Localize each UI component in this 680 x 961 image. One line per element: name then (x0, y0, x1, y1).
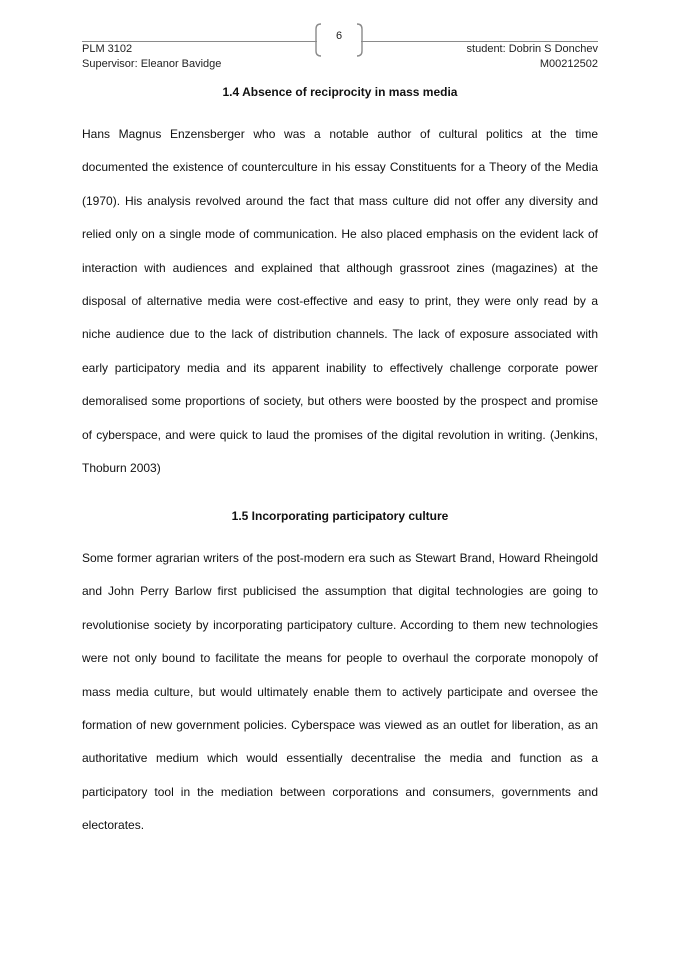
supervisor-name: Supervisor: Eleanor Bavidge (82, 58, 222, 70)
section-heading: 1.4 Absence of reciprocity in mass media (222, 85, 458, 99)
course-code: PLM 3102 (82, 43, 133, 55)
header-rule-left (82, 41, 317, 42)
page-number-badge (313, 23, 365, 57)
page-number: 6 (335, 30, 343, 42)
student-name: student: Dobrin S Donchev (466, 43, 598, 55)
section-heading: 1.5 Incorporating participatory culture (231, 509, 449, 523)
section-paragraph: Some former agrarian writers of the post-modern era such as Stewart Brand, Howard Rheingold and John Perry Barlow first publicised the assumption that digital technologies are going to revolutionise society by incorporating participatory culture. According to them new technologies were not only bound to facilitate the means for people to overhaul the corporate monopoly of mass media culture, but would ultimately enable them to actively participate and oversee the formation of new government policies. Cyberspace was viewed as an outlet for liberation, as an authoritative medium which would essentially decentralise the media and function as a participatory tool in the mediation between corporations and consumers, governments and electorates. (82, 551, 598, 833)
student-id: M00212502 (539, 58, 598, 70)
header-rule-right (361, 41, 598, 42)
section-paragraph: Hans Magnus Enzensberger who was a notable author of cultural politics at the time documented the existence of counterculture in his essay Constituents for a Theory of the Media (1970). His analysis revolved around the fact that mass culture did not offer any diversity and relied only on a single mode of communication. He also placed emphasis on the evident lack of interaction with audiences and explained that although grassroot zines (magazines) at the disposal of alternative media were cost-effective and easy to print, they were only read by a niche audience due to the lack of distribution channels. The lack of exposure associated with early participatory media and its apparent inability to effectively challenge corporate power demoralised some proportions of society, but others were boosted by the prospect and promise of cyberspace, and were quick to laud the promises of the digital revolution in writing. (Jenkins, Thoburn 2003) (82, 127, 598, 476)
